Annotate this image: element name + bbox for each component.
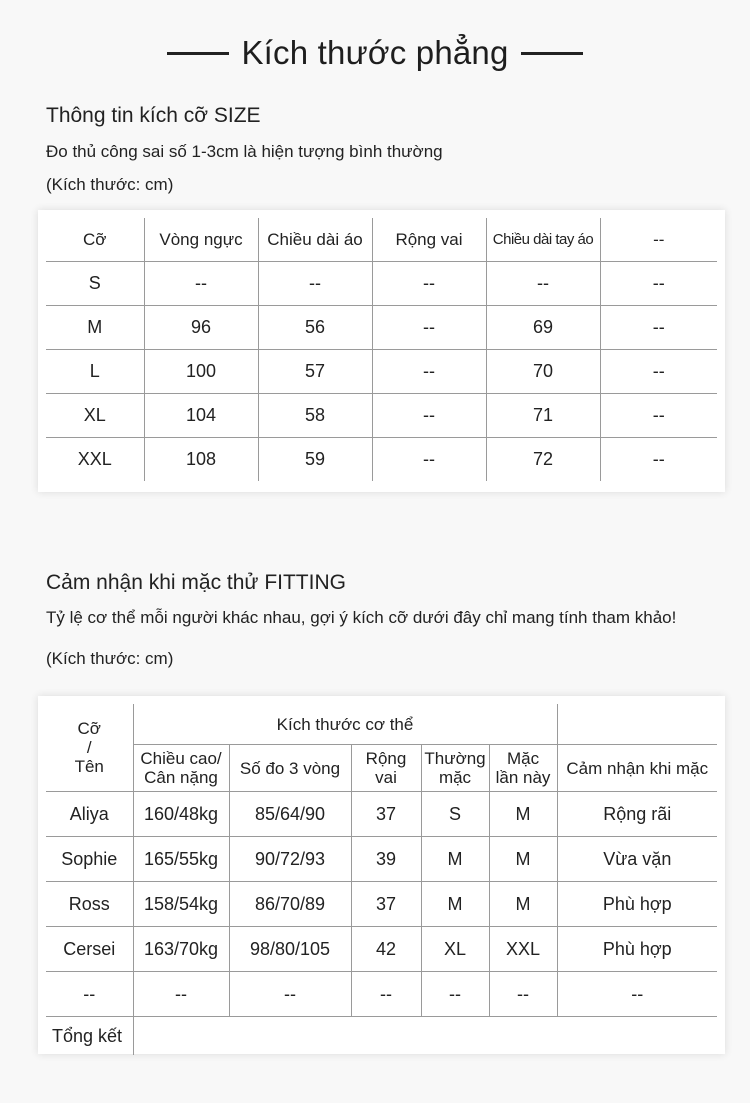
table-cell: M: [489, 837, 557, 882]
usual-size-header: Thường mặc: [421, 745, 489, 792]
table-cell: 96: [144, 306, 258, 350]
fit-table-card: [38, 696, 725, 1054]
table-cell: --: [600, 438, 717, 482]
table-cell: M: [489, 882, 557, 927]
table-cell: --: [600, 306, 717, 350]
table-cell: S: [421, 792, 489, 837]
table-cell: 56: [258, 306, 372, 350]
shoulder-header: Rộng vai: [351, 745, 421, 792]
table-cell: --: [600, 350, 717, 394]
page-title-row: [0, 28, 750, 78]
table-cell: 104: [144, 394, 258, 438]
table-cell: --: [258, 262, 372, 306]
table-cell: M: [489, 792, 557, 837]
table-cell: --: [600, 262, 717, 306]
table-cell: 100: [144, 350, 258, 394]
blank-header-cell: [557, 704, 717, 745]
table-cell: 90/72/93: [229, 837, 351, 882]
fit-group-header-row: [46, 704, 717, 745]
summary-value: [133, 1017, 717, 1056]
table-cell: 59: [258, 438, 372, 482]
table-cell: 158/54kg: [133, 882, 229, 927]
page-title: Kích thước phẳng: [241, 34, 509, 71]
name-header: Cỡ / Tên: [46, 704, 133, 792]
table-cell: Vừa vặn: [557, 837, 717, 882]
table-cell: --: [486, 262, 600, 306]
fit-sub-header-row: [46, 745, 717, 792]
table-cell: Rộng rãi: [557, 792, 717, 837]
fit-section-heading: Cảm nhận khi mặc thử FITTING: [46, 571, 346, 594]
table-row: [46, 262, 717, 306]
table-cell: XXL: [46, 438, 144, 482]
table-cell: --: [489, 972, 557, 1017]
table-row: [46, 438, 717, 482]
fit-section-note: Tỷ lệ cơ thể mỗi người khác nhau, gợi ý kích cỡ dưới đây chỉ mang tính tham khảo!: [46, 608, 677, 627]
table-cell: XL: [46, 394, 144, 438]
table-cell: --: [46, 972, 133, 1017]
table-cell: --: [372, 394, 486, 438]
table-cell: Phù hợp: [557, 927, 717, 972]
table-cell: 70: [486, 350, 600, 394]
table-cell: M: [421, 837, 489, 882]
table-cell: Aliya: [46, 792, 133, 837]
size-section-note: Đo thủ công sai số 1-3cm là hiện tượng bình thường: [46, 142, 443, 161]
table-cell: 85/64/90: [229, 792, 351, 837]
table-cell: 71: [486, 394, 600, 438]
title-right-rule: [521, 52, 583, 55]
table-cell: M: [46, 306, 144, 350]
table-cell: --: [557, 972, 717, 1017]
table-row: [46, 927, 717, 972]
table-cell: 98/80/105: [229, 927, 351, 972]
size-table-card: [38, 210, 725, 492]
table-row: [46, 972, 717, 1017]
table-cell: 108: [144, 438, 258, 482]
table-cell: --: [372, 306, 486, 350]
table-cell: S: [46, 262, 144, 306]
summary-label: Tổng kết: [46, 1017, 133, 1056]
table-row: [46, 792, 717, 837]
size-section-unit: (Kích thước: cm): [46, 175, 174, 194]
size-header-cell: Chiều dài tay áo: [486, 218, 600, 262]
table-cell: 72: [486, 438, 600, 482]
size-header-cell: Chiều dài áo: [258, 218, 372, 262]
table-cell: --: [144, 262, 258, 306]
size-table: [46, 218, 717, 481]
size-header-cell: Vòng ngực: [144, 218, 258, 262]
table-cell: XXL: [489, 927, 557, 972]
fit-feeling-header: Cảm nhận khi mặc: [557, 745, 717, 792]
table-row: [46, 306, 717, 350]
table-cell: L: [46, 350, 144, 394]
table-row: [46, 350, 717, 394]
table-cell: --: [372, 350, 486, 394]
table-cell: --: [372, 262, 486, 306]
body-measurements-header: Kích thước cơ thể: [133, 704, 557, 745]
table-cell: Sophie: [46, 837, 133, 882]
table-cell: Ross: [46, 882, 133, 927]
table-cell: 37: [351, 792, 421, 837]
table-cell: --: [372, 438, 486, 482]
three-measurements-header: Số đo 3 vòng: [229, 745, 351, 792]
table-cell: --: [421, 972, 489, 1017]
table-cell: 86/70/89: [229, 882, 351, 927]
table-cell: 57: [258, 350, 372, 394]
table-cell: 58: [258, 394, 372, 438]
table-cell: --: [133, 972, 229, 1017]
table-cell: 160/48kg: [133, 792, 229, 837]
table-row: [46, 837, 717, 882]
table-cell: Phù hợp: [557, 882, 717, 927]
table-cell: 163/70kg: [133, 927, 229, 972]
fitting-table: [46, 704, 717, 1055]
worn-size-header: Mặc lần này: [489, 745, 557, 792]
table-cell: --: [600, 394, 717, 438]
table-row: [46, 882, 717, 927]
size-header-cell: Rộng vai: [372, 218, 486, 262]
table-cell: 69: [486, 306, 600, 350]
fit-section-unit: (Kích thước: cm): [46, 649, 174, 668]
table-cell: Cersei: [46, 927, 133, 972]
table-cell: 39: [351, 837, 421, 882]
table-cell: 165/55kg: [133, 837, 229, 882]
table-cell: XL: [421, 927, 489, 972]
size-section-heading: Thông tin kích cỡ SIZE: [46, 104, 261, 127]
table-cell: 37: [351, 882, 421, 927]
title-left-rule: [167, 52, 229, 55]
size-header-cell: --: [600, 218, 717, 262]
summary-row: [46, 1017, 717, 1056]
size-header-cell: Cỡ: [46, 218, 144, 262]
size-table-header-row: [46, 218, 717, 262]
table-cell: M: [421, 882, 489, 927]
table-row: [46, 394, 717, 438]
table-cell: 42: [351, 927, 421, 972]
table-cell: --: [351, 972, 421, 1017]
table-cell: --: [229, 972, 351, 1017]
height-weight-header: Chiều cao/ Cân nặng: [133, 745, 229, 792]
